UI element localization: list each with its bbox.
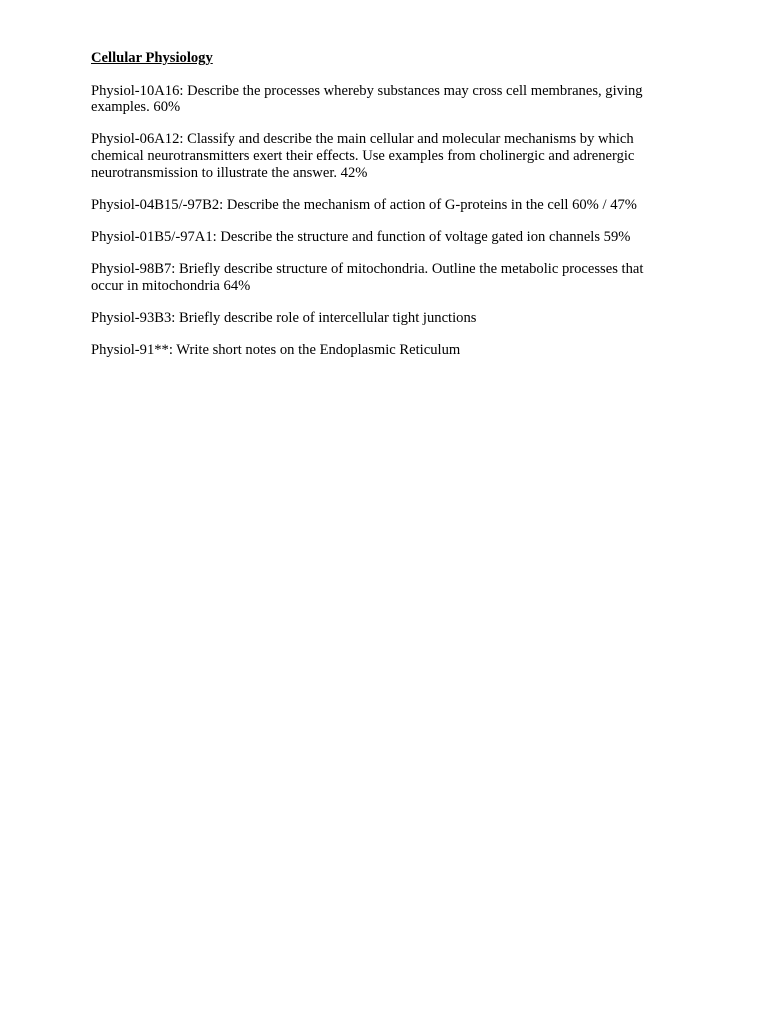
- question-item: Physiol-01B5/-97A1: Describe the structure and function of voltage gated ion channels 59%: [91, 228, 631, 245]
- question-item: Physiol-04B15/-97B2: Describe the mechanism of action of G-proteins in the cell 60% / 47%: [91, 196, 637, 213]
- document-page: [91, 50, 671, 374]
- document-title: Cellular Physiology: [91, 50, 213, 66]
- question-item: Physiol-10A16: Describe the processes whereby substances may cross cell membranes, giving examples. 60%: [91, 82, 643, 116]
- question-item: Physiol-06A12: Classify and describe the main cellular and molecular mechanisms by which chemical neurotransmitters exert their effects. Use examples from cholinergic and adrenergic neurotransmission to illustrate the answer. 42%: [91, 131, 635, 181]
- question-item: Physiol-91**: Write short notes on the Endoplasmic Reticulum: [91, 342, 461, 359]
- question-item: Physiol-93B3: Briefly describe role of intercellular tight junctions: [91, 309, 477, 326]
- question-item: Physiol-98B7: Briefly describe structure of mitochondria. Outline the metabolic processes that occur in mitochondria 64%: [91, 261, 644, 294]
